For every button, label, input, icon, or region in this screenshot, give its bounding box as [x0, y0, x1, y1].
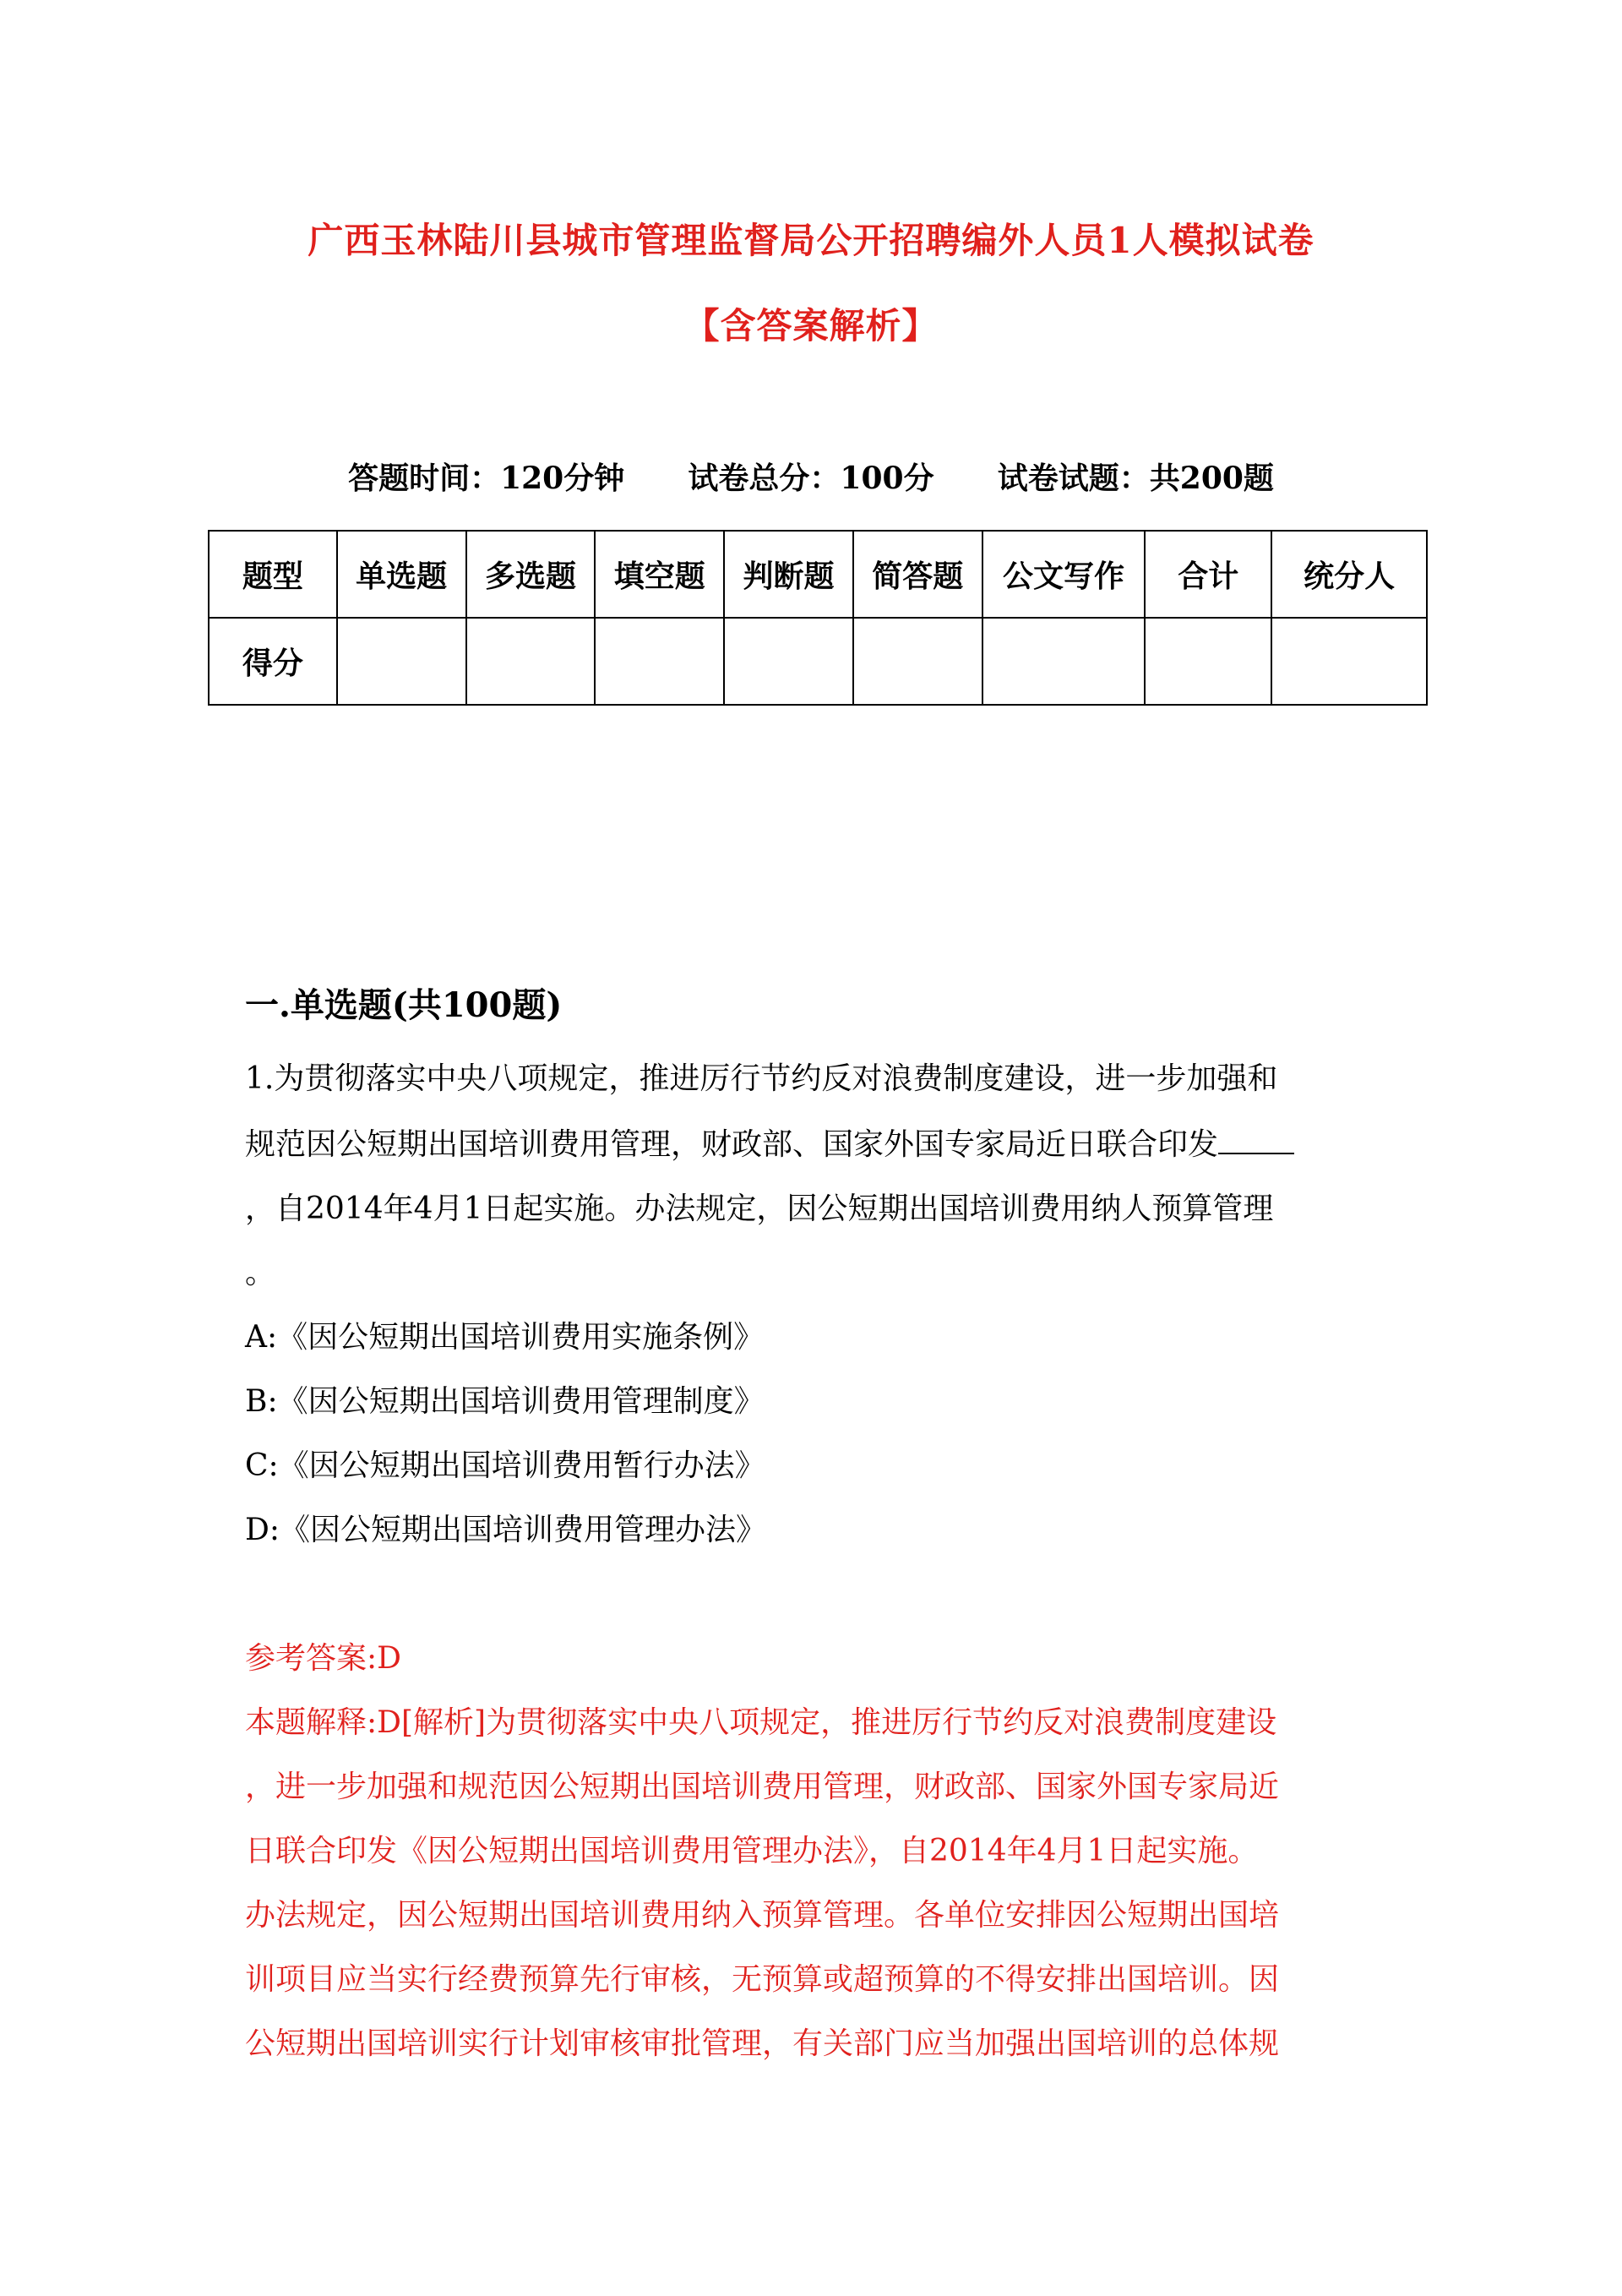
answer-label: 参考答案:D — [245, 1641, 401, 1676]
score-cell-writing[interactable] — [982, 618, 1146, 705]
option-d: D:《因公短期出国培训费用管理办法》 — [245, 1513, 766, 1547]
score-header-cell: 统分人 — [1271, 531, 1427, 618]
question-line — [245, 1121, 1294, 1164]
score-header-cell: 判断题 — [724, 531, 853, 618]
score-cell-fill[interactable] — [595, 618, 724, 705]
exam-title: 广西玉林陆川县城市管理监督局公开招聘编外人员1人模拟试卷 — [308, 220, 1314, 261]
score-cell-single[interactable] — [337, 618, 466, 705]
score-table — [208, 530, 1428, 706]
score-header-cell: 公文写作 — [982, 531, 1146, 618]
question-line: 1.为贯彻落实中央八项规定，推进厉行节约反对浪费制度建设，进一步加强和 — [245, 1061, 1278, 1096]
exam-meta: 答题时间：120分钟 试卷总分：100分 试卷试题：共200题 — [348, 461, 1274, 496]
question-line-text: 规范因公短期出国培训费用管理，财政部、国家外国专家局近日联合印发 — [245, 1127, 1219, 1162]
score-header-cell: 填空题 — [595, 531, 724, 618]
score-header-cell: 题型 — [209, 531, 337, 618]
score-cell-judge[interactable] — [724, 618, 853, 705]
explanation-line: 训项目应当实行经费预算先行审核，无预算或超预算的不得安排出国培训。因 — [245, 1962, 1280, 1997]
option-c: C:《因公短期出国培训费用暂行办法》 — [245, 1448, 765, 1483]
score-cell-short[interactable] — [853, 618, 982, 705]
score-cell-total[interactable] — [1145, 618, 1271, 705]
explanation-line: 公短期出国培训实行计划审核审批管理，有关部门应当加强出国培训的总体规 — [245, 2026, 1280, 2061]
score-header-cell: 单选题 — [337, 531, 466, 618]
section-title: 一.单选题(共100题) — [245, 985, 563, 1025]
exam-subtitle: 【含答案解析】 — [683, 305, 939, 346]
explanation-line: 办法规定，因公短期出国培训费用纳入预算管理。各单位安排因公短期出国培 — [245, 1898, 1280, 1933]
explanation-line: 日联合印发《因公短期出国培训费用管理办法》，自2014年4月1日起实施。 — [245, 1834, 1259, 1868]
option-a: A:《因公短期出国培训费用实施条例》 — [245, 1320, 765, 1355]
score-header-cell: 多选题 — [466, 531, 596, 618]
score-cell-multi[interactable] — [466, 618, 596, 705]
answer-blank — [1218, 1126, 1294, 1154]
score-table-score-row — [209, 618, 1427, 705]
score-cell-grader[interactable] — [1271, 618, 1427, 705]
score-header-cell: 简答题 — [853, 531, 982, 618]
score-header-cell: 合计 — [1145, 531, 1271, 618]
score-row-label: 得分 — [209, 618, 337, 705]
explanation-line: 本题解释:D[解析]为贯彻落实中央八项规定，推进厉行节约反对浪费制度建设 — [245, 1705, 1277, 1740]
score-table-header-row — [209, 531, 1427, 618]
option-b: B:《因公短期出国培训费用管理制度》 — [245, 1384, 765, 1419]
question-line: ，自2014年4月1日起实施。办法规定，因公短期出国培训费用纳人预算管理 — [245, 1192, 1274, 1226]
explanation-line: ，进一步加强和规范因公短期出国培训费用管理，财政部、国家外国专家局近 — [245, 1770, 1280, 1804]
question-line: 。 — [245, 1256, 276, 1290]
